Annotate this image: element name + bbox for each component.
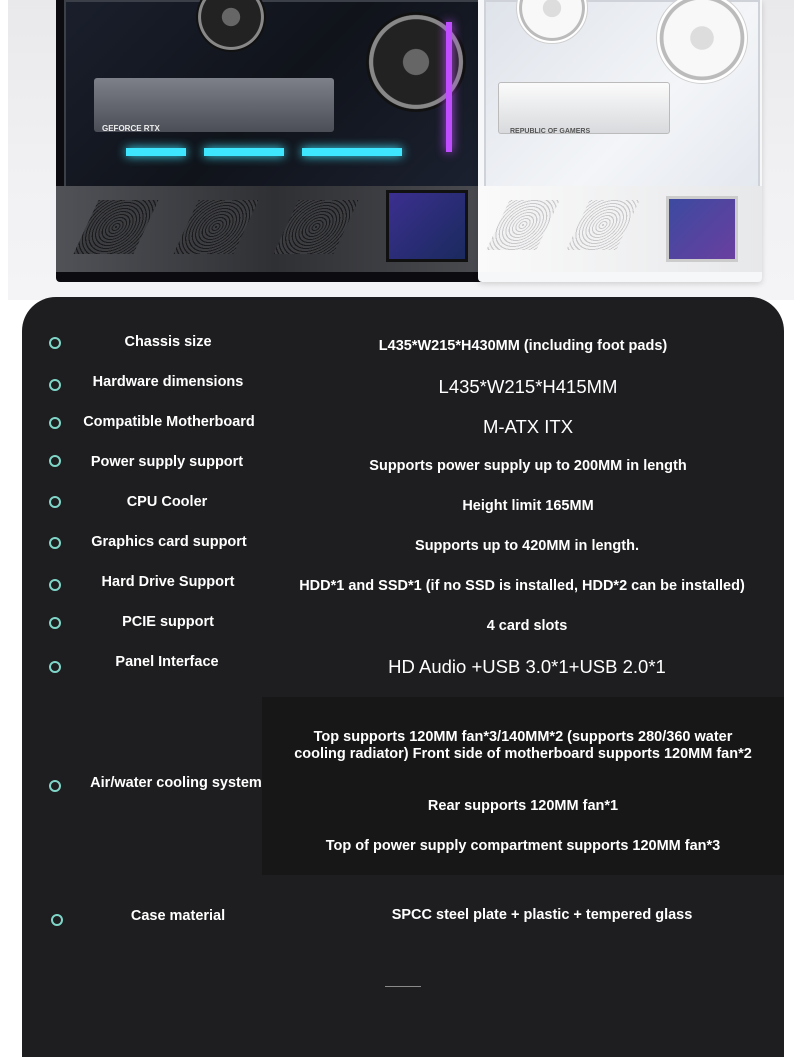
spec-value: L435*W215*H415MM [438, 376, 618, 397]
bullet-icon [51, 914, 63, 926]
spec-value: M-ATX ITX [482, 416, 574, 437]
bullet-icon [49, 617, 61, 629]
white-case-fan-icon [516, 0, 588, 44]
bullet-icon [49, 417, 61, 429]
white-case-lcd-screen [666, 196, 738, 262]
spec-value: SPCC steel plate + plastic + tempered glass [391, 907, 693, 923]
cooling-details-box [262, 697, 784, 875]
spec-panel [22, 297, 784, 1057]
spec-label: Chassis size [124, 334, 212, 350]
bullet-icon [49, 579, 61, 591]
black-case-lcd-screen [386, 190, 468, 262]
white-case-glass-panel [484, 0, 760, 190]
led-strip [302, 148, 402, 156]
bullet-icon [49, 337, 61, 349]
spec-label: Hard Drive Support [101, 574, 235, 590]
black-case-glass-panel [64, 0, 486, 190]
bullet-icon [49, 537, 61, 549]
product-photo [8, 0, 794, 300]
cooling-line: Top supports 120MM fan*3/140MM*2 (supports 280/360 water [313, 729, 733, 745]
spec-label: Power supply support [90, 454, 244, 470]
vent-grille [566, 200, 639, 250]
spec-value: HDD*1 and SSD*1 (if no SSD is installed, HDD*2 can be installed) [299, 578, 745, 594]
bullet-icon [49, 379, 61, 391]
black-case-fan-icon [196, 0, 266, 52]
white-gpu-label: REPUBLIC OF GAMERS [510, 128, 591, 135]
bullet-icon [49, 455, 61, 467]
spec-label: PCIE support [122, 614, 214, 630]
spec-value: L435*W215*H430MM (including foot pads) [378, 338, 668, 354]
spec-label: Compatible Motherboard [83, 414, 255, 430]
spec-value: 4 card slots [486, 618, 568, 634]
vent-grille [73, 200, 158, 254]
spec-value: Supports up to 420MM in length. [415, 538, 639, 554]
cooling-line: cooling radiator) Front side of motherboard supports 120MM fan*2 [294, 746, 752, 762]
led-strip [204, 148, 284, 156]
cooling-line: Top of power supply compartment supports 120MM fan*3 [325, 838, 721, 854]
vent-grille [273, 200, 358, 254]
vent-grille [173, 200, 258, 254]
spec-label: Case material [130, 908, 226, 924]
spec-value: Height limit 165MM [462, 498, 594, 514]
bullet-icon [49, 496, 61, 508]
spec-label: Hardware dimensions [92, 374, 244, 390]
black-case-image [56, 0, 494, 282]
spec-value: HD Audio +USB 3.0*1+USB 2.0*1 [388, 656, 666, 677]
black-gpu-label: GEFORCE RTX [102, 124, 160, 133]
cooling-line: Rear supports 120MM fan*1 [427, 798, 619, 814]
white-case-fan-icon [656, 0, 748, 84]
divider [385, 986, 421, 987]
spec-value: Supports power supply up to 200MM in length [369, 458, 687, 474]
spec-label: CPU Cooler [126, 494, 208, 510]
white-case-gpu [498, 82, 670, 134]
bullet-icon [49, 661, 61, 673]
white-case-image [478, 0, 762, 282]
spec-label: Graphics card support [91, 534, 247, 550]
led-strip [126, 148, 186, 156]
vent-grille [486, 200, 559, 250]
spec-label: Panel Interface [115, 654, 219, 670]
spec-label: Air/water cooling system [90, 775, 262, 791]
bullet-icon [49, 780, 61, 792]
led-strip [446, 22, 452, 152]
